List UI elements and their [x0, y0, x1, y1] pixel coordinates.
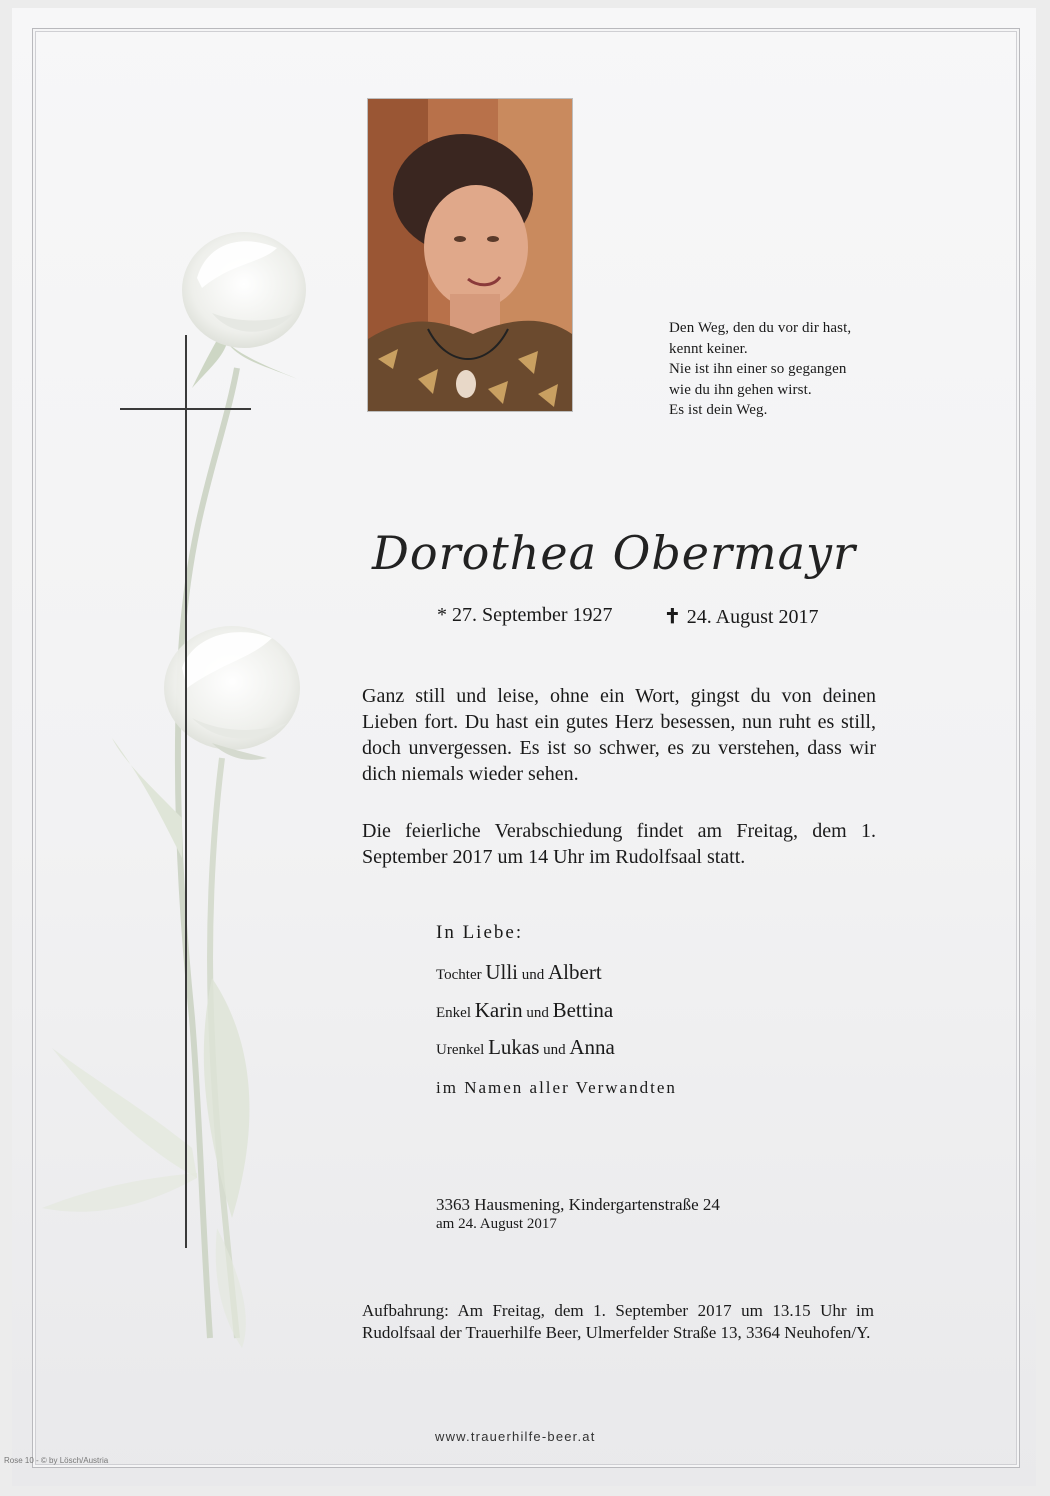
cross-icon: ✝: [664, 606, 681, 628]
conjunction: und: [526, 1005, 549, 1021]
poem: [669, 318, 909, 421]
poem-line: Den Weg, den du vor dir hast,: [669, 320, 852, 336]
copyright-credit: Rose 10 - © by Lösch/Austria: [4, 1456, 109, 1465]
cross-horizontal-line: [120, 408, 251, 410]
obituary-sheet: [12, 8, 1036, 1486]
poem-line: wie du ihn gehen wirst.: [669, 381, 812, 398]
conjunction: und: [543, 1042, 566, 1058]
family-line: [436, 998, 613, 1023]
family-name: Anna: [569, 1035, 615, 1059]
family-line: [436, 960, 602, 985]
ceremony-notice: Die feierliche Verabschiedung findet am Freitag, dem 1. September 2017 um 14 Uhr im Rudolfsaal statt.: [362, 820, 876, 868]
family-name: Ulli: [485, 960, 519, 984]
farewell-verse: Ganz still und leise, ohne ein Wort, gingst du von deinen Lieben fort. Du hast ein gutes Herz besessen, nun ruht es still, doch unvergessen. Es ist so schwer, es zu verstehen, dass wir dich niemals wieder sehen.: [362, 685, 876, 785]
birth-date: * 27. September 1927: [437, 604, 613, 626]
cross-vertical-line: [185, 335, 187, 1248]
relation: Urenkel: [436, 1042, 485, 1058]
poem-line: Nie ist ihn einer so gegangen: [669, 361, 847, 377]
relatives-line: im Namen aller Verwandten: [436, 1078, 677, 1097]
address: 3363 Hausmening, Kindergartenstraße 24: [436, 1195, 720, 1214]
deceased-name: Dorothea Obermayr: [372, 526, 857, 580]
relation: Enkel: [436, 1005, 471, 1021]
poem-line: kennt keiner.: [669, 340, 748, 357]
family-name: Karin: [474, 998, 523, 1022]
in-love-heading: In Liebe:: [436, 922, 524, 943]
family-name: Bettina: [552, 998, 614, 1022]
address-date: am 24. August 2017: [436, 1216, 557, 1232]
family-line: [436, 1035, 615, 1060]
death-date-line: [664, 604, 818, 629]
family-name: Lukas: [488, 1035, 540, 1059]
family-name: Albert: [548, 960, 602, 984]
lying-in-state-notice: Aufbahrung: Am Freitag, dem 1. September 2017 um 13.15 Uhr im Rudolfsaal der Trauerhilfe Beer, Ulmerfelder Straße 13, 3364 Neuhofen/Y.: [362, 1301, 874, 1342]
website-url: www.trauerhilfe-beer.at: [435, 1429, 596, 1444]
conjunction: und: [521, 967, 545, 983]
death-date: 24. August 2017: [686, 606, 819, 628]
white-rose-illustration: [32, 218, 322, 1358]
poem-line: Es ist dein Weg.: [669, 402, 768, 418]
portrait-photo: [367, 98, 573, 412]
relation: Tochter: [436, 967, 482, 983]
